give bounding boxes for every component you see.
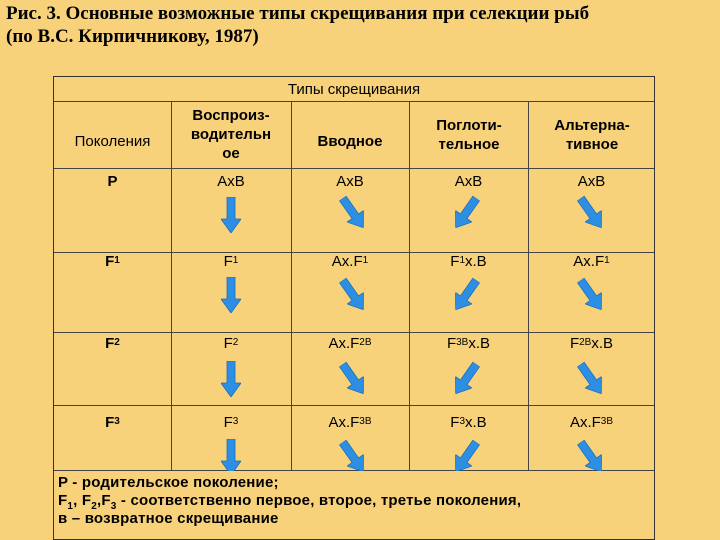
cross-cell <box>171 169 291 193</box>
cell-text: F <box>223 413 233 431</box>
cell-text-tail: x.B <box>465 413 487 431</box>
footnote-text: F <box>58 492 68 509</box>
figure-title-line1: Рис. 3. Основные возможные типы скрещивания при селекции рыб <box>6 3 590 24</box>
cell-text: F <box>223 334 233 352</box>
cell-text: AxB <box>454 172 483 190</box>
header-reproductive: Воспроиз-водительн ое <box>190 107 272 162</box>
arrow-down-icon <box>221 361 241 397</box>
cross-cell: F 3 <box>223 413 239 431</box>
cross-cell: F 2B x.B <box>569 334 614 352</box>
arrow-down-right-icon <box>334 275 371 316</box>
cross-cell: Ax.F 1 <box>331 252 369 270</box>
generation-text: P <box>107 172 118 190</box>
cell-text-tail: x.B <box>591 334 614 352</box>
cell-text: AxB <box>577 172 606 190</box>
arrow-down-icon <box>221 277 241 313</box>
footnote-text: ,F <box>97 492 111 509</box>
footnote-subscript: 2 <box>91 501 98 512</box>
cell-text: AxB <box>336 172 364 190</box>
arrow-down-right-icon <box>334 193 371 234</box>
cell-text-tail: x.B <box>468 334 491 352</box>
cross-cell: F 2 <box>223 334 239 352</box>
figure-title-line2: (по В.С. Кирпичникову, 1987) <box>6 26 259 47</box>
cross-cell: F 1 x.B <box>450 252 487 270</box>
cell-text: Ax.F <box>569 413 601 431</box>
cell-text: Ax.F <box>573 252 605 270</box>
crossing-types-table <box>53 76 655 540</box>
table-caption: Типы скрещивания <box>287 80 421 98</box>
cross-cell: Ax.F 2B <box>328 334 372 352</box>
generation-label: F 1 <box>105 252 120 270</box>
cell-text: F <box>569 334 580 352</box>
cross-cell: F 1 <box>223 252 239 270</box>
footnote-line1: P - родительское поколение; <box>58 474 279 491</box>
arrow-down-left-icon <box>447 359 484 400</box>
cross-cell: F 3 x.B <box>450 413 487 431</box>
arrow-down-left-icon <box>447 275 484 316</box>
cross-cell <box>409 169 528 193</box>
cell-text-tail: x.B <box>465 252 487 270</box>
cell-text: F <box>450 252 460 270</box>
cell-text: F <box>223 252 233 270</box>
footnote-line3: в – возвратное скрещивание <box>58 510 279 527</box>
cross-cell: Ax.F 1 <box>573 252 610 270</box>
header-generations: Поколения <box>74 133 151 150</box>
generation-label <box>54 169 171 193</box>
figure-title <box>6 2 714 48</box>
generation-text: F <box>105 413 115 431</box>
cross-cell: Ax.F 3B <box>569 413 614 431</box>
cross-cell: Ax.F 3B <box>328 413 372 431</box>
cell-text: Ax.F <box>331 252 363 270</box>
arrow-down-right-icon <box>334 359 371 400</box>
footnote-subscript: 3 <box>110 501 117 512</box>
cross-cell <box>528 169 655 193</box>
arrow-down-right-icon <box>572 193 609 234</box>
generation-label: F 2 <box>105 334 120 352</box>
cross-cell: F 3B x.B <box>446 334 491 352</box>
header-alternative: Альтерна-тивное <box>554 116 630 153</box>
cell-text: F <box>446 334 457 352</box>
arrow-down-right-icon <box>572 275 609 316</box>
generation-label: F 3 <box>105 413 120 431</box>
header-introductory: Вводное <box>317 133 383 150</box>
header-absorptive: Поглоти-тельное <box>436 116 502 153</box>
cross-cell <box>291 169 409 193</box>
arrow-down-right-icon <box>572 359 609 400</box>
arrow-down-icon <box>221 197 241 233</box>
footnote-text: - соответственно первое, второе, третье поколения, <box>116 492 522 509</box>
cell-text: AxB <box>217 172 245 190</box>
generation-text: F <box>105 334 115 352</box>
footnote-text: , F <box>73 492 92 509</box>
cell-text: Ax.F <box>328 413 360 431</box>
cell-text: Ax.F <box>328 334 360 352</box>
footnote-subscript: 1 <box>67 501 74 512</box>
footnote <box>58 474 652 528</box>
footnote-line2 <box>58 492 652 510</box>
arrow-down-left-icon <box>447 193 484 234</box>
generation-text: F <box>105 252 115 270</box>
table-divider <box>54 405 654 406</box>
arrow-down-icon <box>221 439 241 475</box>
cell-text: F <box>450 413 460 431</box>
